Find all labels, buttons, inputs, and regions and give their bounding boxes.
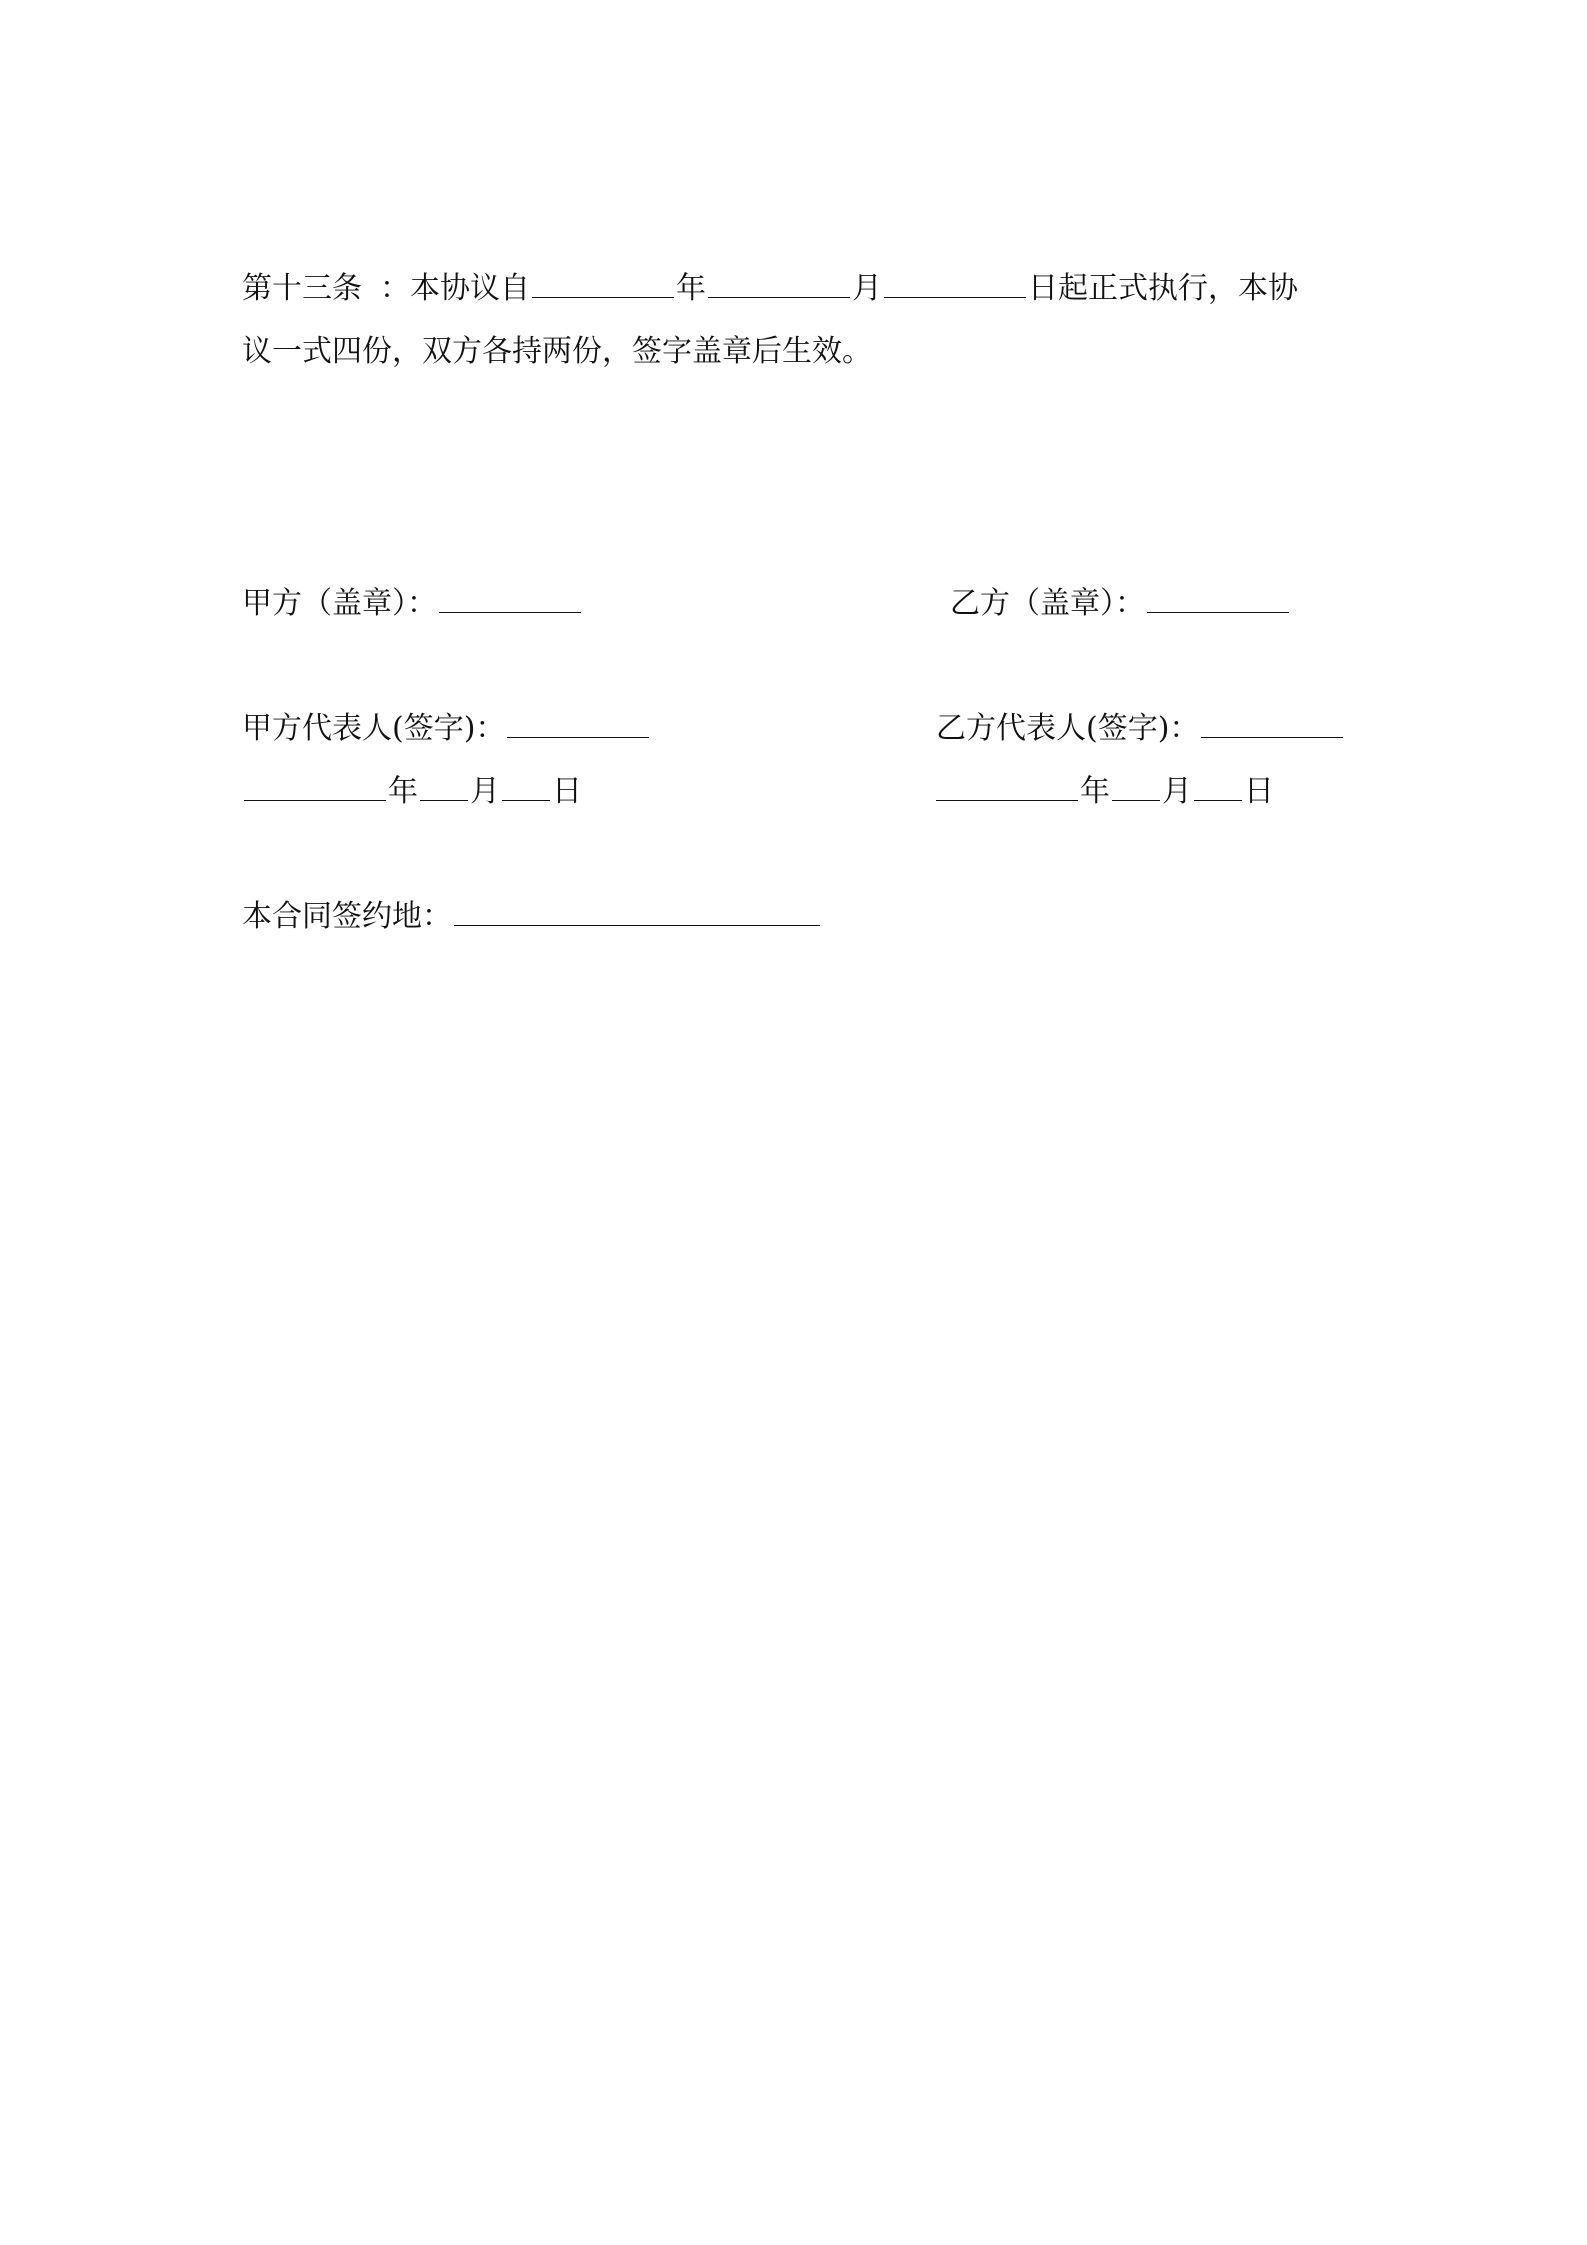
party-b-day-unit: 日	[1244, 774, 1274, 809]
party-a-year-unit: 年	[388, 774, 418, 809]
signing-place-blank[interactable]	[454, 895, 820, 926]
party-a-day-blank[interactable]	[502, 770, 550, 801]
party-a-rep-signature-blank[interactable]	[507, 707, 649, 738]
party-b-seal-blank[interactable]	[1147, 582, 1289, 613]
signing-place-row	[242, 895, 822, 937]
party-b-year-unit: 年	[1080, 774, 1110, 809]
party-b-month-unit: 月	[1162, 774, 1192, 809]
signing-place-label: 本合同签约地：	[242, 899, 452, 934]
article-colon: ：	[380, 271, 410, 306]
party-a-year-blank[interactable]	[244, 770, 386, 801]
article-13-line-2	[242, 332, 872, 372]
party-a-seal-row	[242, 582, 583, 624]
effective-year-unit: 年	[676, 271, 706, 306]
party-a-rep-row	[242, 707, 651, 749]
effective-month-unit: 月	[852, 271, 882, 306]
party-a-rep-label: 甲方代表人(签字)：	[242, 711, 506, 746]
party-b-year-blank[interactable]	[936, 770, 1078, 801]
party-b-month-blank[interactable]	[1112, 770, 1160, 801]
party-a-seal-blank[interactable]	[439, 582, 581, 613]
party-b-day-blank[interactable]	[1194, 770, 1242, 801]
party-b-rep-signature-blank[interactable]	[1201, 707, 1343, 738]
party-b-rep-label: 乙方代表人(签字)：	[936, 711, 1200, 746]
party-b-rep-row	[936, 707, 1345, 749]
article-text-line-2: 议一式四份，双方各持两份，签字盖章后生效。	[242, 334, 872, 369]
effective-month-blank[interactable]	[708, 267, 850, 298]
effective-year-blank[interactable]	[532, 267, 674, 298]
party-b-date-row	[934, 770, 1274, 812]
article-text-start: 本协议自	[410, 271, 530, 306]
article-text-day-continuation: 日起正式执行，本协	[1028, 271, 1298, 306]
party-a-month-blank[interactable]	[420, 770, 468, 801]
party-a-seal-label: 甲方（盖章）：	[242, 586, 437, 621]
article-13-line-1	[242, 267, 1298, 309]
party-a-month-unit: 月	[470, 774, 500, 809]
effective-day-blank[interactable]	[884, 267, 1026, 298]
article-label: 第十三条	[242, 271, 362, 306]
party-b-seal-label: 乙方（盖章）：	[950, 586, 1145, 621]
party-b-seal-row	[950, 582, 1291, 624]
party-a-date-row	[242, 770, 582, 812]
party-a-day-unit: 日	[552, 774, 582, 809]
